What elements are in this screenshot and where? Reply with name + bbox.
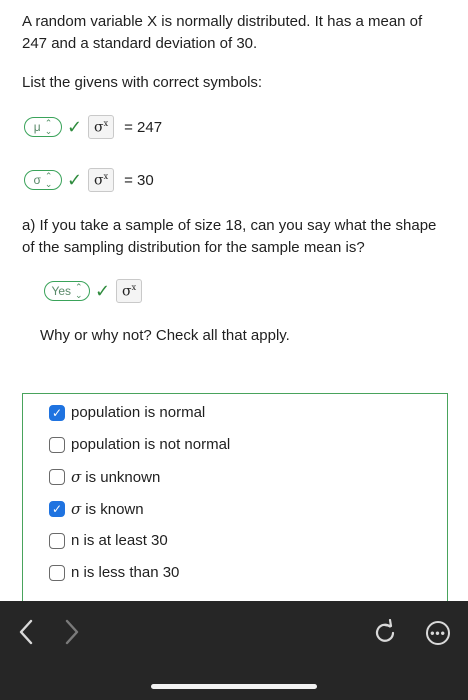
part-a-question: a) If you take a sample of size 18, can you say what the shape of the sampling distribution for the sample mean is? (22, 217, 437, 256)
why-prompt: Why or why not? Check all that apply. (40, 327, 290, 344)
select-arrows-icon: ⌃ ⌄ (44, 171, 53, 189)
option-sigma-unknown[interactable] (49, 468, 160, 486)
symbol-palette-button[interactable] (88, 115, 114, 139)
checkbox-checked-icon[interactable]: ✓ (49, 501, 65, 517)
symbol-palette-button[interactable] (116, 279, 142, 303)
symbol-palette-button[interactable] (88, 168, 114, 192)
mean-value: = 247 (124, 118, 163, 136)
option-n-less-than-30[interactable] (49, 564, 179, 581)
part-a-answer-value: Yes (51, 284, 72, 298)
checkbox-unchecked-icon[interactable] (49, 533, 65, 549)
sd-value: = 30 (124, 171, 154, 189)
given-row-mean (24, 115, 162, 139)
correct-check-icon: ✓ (95, 280, 111, 301)
option-label: population is not normal (71, 436, 231, 453)
part-a-answer-row (44, 279, 142, 303)
problem-intro: A random variable X is normally distributed. It has a mean of 247 and a standard deviation of 30. (22, 13, 423, 52)
option-population-normal[interactable] (49, 404, 205, 421)
option-label: population is normal (71, 404, 206, 421)
given-row-sd (24, 168, 154, 192)
sigma-symbol: σ (71, 500, 82, 518)
select-arrows-icon: ⌃ ⌄ (44, 118, 53, 136)
sigma-x-icon: $\sigma^x$ (94, 118, 109, 136)
checkbox-unchecked-icon[interactable] (49, 565, 65, 581)
more-options-icon[interactable]: ••• (426, 621, 450, 645)
sigma-x-icon: $\sigma^x$ (94, 171, 109, 189)
option-label: n is less than 30 (71, 564, 180, 581)
option-label: is known (85, 500, 144, 518)
correct-check-icon: ✓ (67, 169, 83, 190)
forward-chevron-icon[interactable] (62, 618, 82, 646)
correct-check-icon: ✓ (67, 116, 83, 137)
option-label: n is at least 30 (71, 532, 168, 549)
mean-symbol-value: μ (33, 120, 41, 134)
home-indicator[interactable] (151, 684, 317, 689)
select-arrows-icon: ⌃ ⌄ (75, 282, 83, 300)
option-label: is unknown (85, 468, 161, 486)
sigma-symbol: σ (71, 468, 82, 486)
checkbox-checked-icon[interactable]: ✓ (49, 405, 65, 421)
givens-instruction: List the givens with correct symbols: (22, 74, 263, 91)
part-a-answer-select[interactable] (44, 281, 90, 301)
checkbox-unchecked-icon[interactable] (49, 469, 65, 485)
sd-symbol-value: σ (33, 173, 41, 187)
back-chevron-icon[interactable] (16, 618, 36, 646)
reload-icon[interactable] (371, 619, 399, 647)
mean-symbol-select[interactable] (24, 117, 62, 137)
option-sigma-known[interactable] (49, 500, 144, 518)
checkbox-unchecked-icon[interactable] (49, 437, 65, 453)
option-n-at-least-30[interactable] (49, 532, 168, 549)
sigma-x-icon: $\sigma^x$ (122, 282, 137, 300)
sd-symbol-select[interactable] (24, 170, 62, 190)
option-population-not-normal[interactable] (49, 436, 230, 453)
